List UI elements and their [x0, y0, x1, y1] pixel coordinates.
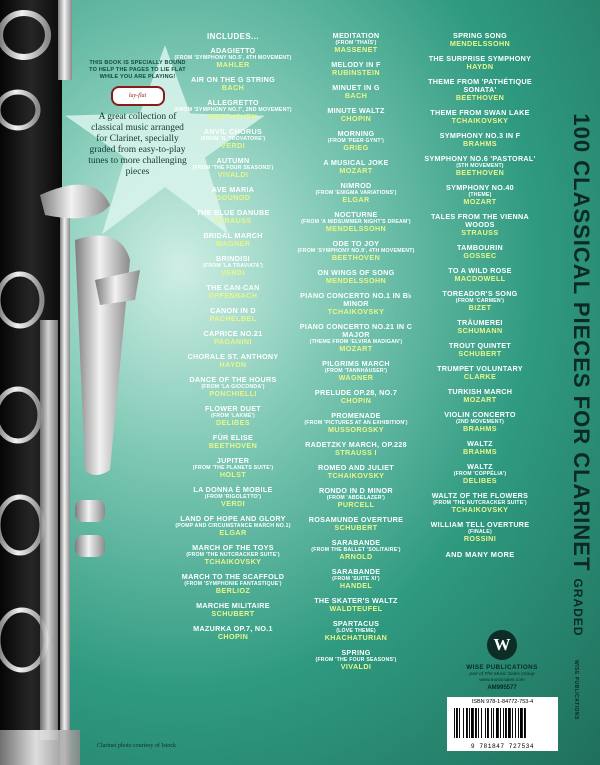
piece-title: A MUSICAL JOKE — [323, 158, 389, 167]
piece-composer: MOZART — [339, 166, 373, 175]
piece-entry — [173, 307, 293, 323]
piece-composer: OFFENBACH — [208, 291, 258, 300]
description: A great collection of classical music arranged for Clarinet, specially graded from easy-to-play tunes to more challenging pieces — [88, 112, 187, 177]
piece-subtitle: (FROM 'LA GIOCONDA') — [201, 384, 265, 390]
piece-title: LAND OF HOPE AND GLORY — [180, 514, 286, 523]
piece-title: WALTZ — [467, 462, 493, 471]
piece-title: TROUT QUINTET — [448, 341, 512, 350]
piece-title: PRELUDE OP.28, NO.7 — [314, 388, 398, 397]
piece-composer: TCHAIKOVSKY — [327, 471, 385, 480]
piece-entry — [173, 625, 293, 641]
publisher-url: www.musicsales.com — [479, 678, 525, 683]
piece-title: THE SKATER'S WALTZ — [314, 596, 398, 605]
piece-title: BRIDAL MARCH — [203, 231, 263, 240]
piece-entry — [296, 568, 416, 590]
piece-composer: VERDI — [221, 141, 245, 150]
piece-composer: TCHAIKOVSKY — [451, 116, 509, 125]
piece-entry — [173, 353, 293, 369]
piece-title: DANCE OF THE HOURS — [189, 375, 277, 384]
piece-entry — [296, 412, 416, 434]
piece-title: RADETZKY MARCH, OP.228 — [305, 440, 407, 449]
piece-composer: BRAHMS — [463, 424, 497, 433]
spine-graded: GRADED — [571, 578, 585, 637]
piece-composer: TCHAIKOVSKY — [327, 307, 385, 316]
piece-composer: WAGNER — [215, 239, 251, 248]
isbn: ISBN 978-1-84772-753-4 — [471, 699, 534, 705]
piece-subtitle: (FROM THE BALLET 'SOLITAIRE') — [311, 547, 401, 553]
piece-title: THEME FROM 'PATHÉTIQUE SONATA' — [428, 77, 532, 94]
piece-entry — [296, 597, 416, 613]
piece-entry — [173, 99, 293, 121]
piece-entry — [173, 186, 293, 202]
piece-composer: ARNOLD — [339, 552, 373, 561]
piece-title: CHORALE ST. ANTHONY — [187, 352, 279, 361]
piece-title: ANVIL CHORUS — [203, 127, 263, 136]
piece-composer: MOZART — [463, 197, 497, 206]
piece-composer: HAYDN — [219, 360, 247, 369]
piece-composer: PAGANINI — [214, 337, 252, 346]
piece-title: SYMPHONY NO.3 IN F — [439, 131, 521, 140]
piece-subtitle: (FROM 'THE PLANETS SUITE') — [192, 465, 274, 471]
piece-entry — [296, 389, 416, 405]
piece-entry — [420, 342, 540, 358]
piece-entry — [420, 388, 540, 404]
piece-composer: BEETHOVEN — [455, 93, 505, 102]
piece-entry — [296, 323, 416, 353]
piece-entry — [173, 330, 293, 346]
piece-entry — [296, 360, 416, 382]
piece-composer: BACH — [344, 91, 368, 100]
piece-composer: SCHUMANN — [457, 326, 503, 335]
piece-subtitle: (FROM 'SUITE XI') — [332, 576, 380, 582]
piece-composer: HAYDN — [466, 62, 494, 71]
piece-subtitle: (FROM 'THE FOUR SEASONS') — [315, 657, 397, 663]
piece-composer: STRAUSS — [214, 216, 252, 225]
piece-subtitle: (FROM 'LAKMÉ') — [211, 413, 255, 419]
piece-composer: CLARKE — [463, 372, 497, 381]
piece-title: LA DONNA È MOBILE — [193, 485, 273, 494]
ean-number: 9 781847 727534 — [470, 743, 535, 750]
piece-entry — [296, 211, 416, 233]
piece-entry — [420, 521, 540, 543]
piece-title: ODE TO JOY — [332, 239, 380, 248]
lay-flat-badge: lay-flat — [111, 86, 165, 106]
piece-title: AIR ON THE G STRING — [191, 75, 275, 84]
piece-title: TALES FROM THE VIENNA WOODS — [430, 212, 529, 229]
photo-credit: Clarinet photo courtesy of Istock — [97, 743, 176, 749]
piece-entry — [173, 255, 293, 277]
piece-title: RONDO IN D MINOR — [319, 486, 393, 495]
piece-composer: ELGAR — [342, 195, 370, 204]
piece-entry — [420, 365, 540, 381]
piece-entry — [173, 76, 293, 92]
includes-heading: INCLUDES... — [207, 32, 259, 41]
piece-composer: STRAUSS I — [335, 448, 377, 457]
piece-composer: ELGAR — [219, 528, 247, 537]
piece-title: MELODY IN F — [331, 60, 381, 69]
piece-subtitle: (FROM 'SYMPHONY NO.7', 2ND MOVEMENT) — [174, 107, 292, 113]
piece-entry — [296, 130, 416, 152]
piece-title: SPARTACUS — [332, 619, 380, 628]
piece-title: ROSAMUNDE OVERTURE — [308, 515, 404, 524]
piece-composer: KHACHATURIAN — [324, 633, 388, 642]
contents-column-1 — [173, 32, 293, 648]
piece-entry — [173, 284, 293, 300]
piece-entry — [420, 319, 540, 335]
piece-subtitle: (5TH MOVEMENT) — [456, 163, 504, 169]
piece-title: FÜR ELISE — [212, 433, 254, 442]
piece-composer: STRAUSS — [461, 228, 499, 237]
piece-title: VIOLIN CONCERTO — [444, 410, 516, 419]
piece-title: THE CAN-CAN — [206, 283, 260, 292]
piece-composer: VERDI — [221, 499, 245, 508]
piece-subtitle: (FROM 'RIGOLETTO') — [204, 494, 262, 500]
piece-composer: MOZART — [463, 395, 497, 404]
piece-composer: DELIBES — [463, 476, 497, 485]
piece-title: JUPITER — [216, 456, 250, 465]
piece-composer: BEETHOVEN — [208, 112, 258, 121]
piece-composer: GOSSEC — [463, 251, 497, 260]
piece-title: CANON IN D — [210, 306, 256, 315]
piece-entry — [173, 457, 293, 479]
piece-entry — [296, 620, 416, 642]
piece-composer: BEETHOVEN — [455, 168, 505, 177]
piece-composer: CHOPIN — [217, 632, 249, 641]
piece-entry — [296, 464, 416, 480]
piece-entry — [420, 463, 540, 485]
piece-title: MINUTE WALTZ — [327, 106, 385, 115]
piece-composer: MENDELSSOHN — [325, 276, 387, 285]
piece-entry — [420, 440, 540, 456]
piece-entry — [420, 155, 540, 177]
piece-entry — [420, 132, 540, 148]
piece-title: MARCHE MILITAIRE — [196, 601, 270, 610]
piece-subtitle: (THEME) — [468, 192, 492, 198]
piece-title: TRÄUMEREI — [457, 318, 503, 327]
piece-subtitle: (THEME FROM 'ELVIRA MADIGAN') — [309, 339, 403, 345]
piece-subtitle: (FROM 'SYMPHONY NO.9', 4TH MOVEMENT) — [297, 248, 415, 254]
piece-title: PILGRIMS MARCH — [322, 359, 390, 368]
piece-title: PIANO CONCERTO NO.21 IN C MAJOR — [299, 322, 413, 339]
piece-composer: VERDI — [221, 268, 245, 277]
piece-title: SYMPHONY NO.6 'PASTORAL' — [424, 154, 536, 163]
piece-composer: MACDOWELL — [454, 274, 506, 283]
piece-title: AUTUMN — [216, 156, 250, 165]
piece-entry — [296, 649, 416, 671]
piece-title: ADAGIETTO — [210, 46, 256, 55]
barcode — [447, 697, 558, 751]
piece-entry — [296, 516, 416, 532]
piece-entry — [420, 213, 540, 237]
piece-composer: HANDEL — [339, 581, 373, 590]
piece-subtitle: (FROM 'LA TRAVIATA') — [203, 263, 263, 269]
piece-entry — [296, 84, 416, 100]
piece-entry — [296, 107, 416, 123]
piece-entry — [420, 32, 540, 48]
piece-subtitle: (FROM 'PEER GYNT') — [327, 138, 385, 144]
piece-composer: BEETHOVEN — [208, 441, 258, 450]
piece-composer: HOLST — [219, 470, 247, 479]
piece-entry — [296, 240, 416, 262]
piece-entry — [420, 267, 540, 283]
piece-title: SYMPHONY NO.40 — [446, 183, 514, 192]
piece-composer: VIVALDI — [217, 170, 249, 179]
piece-composer: PACHELBEL — [209, 314, 257, 323]
piece-title: PROMENADE — [331, 411, 381, 420]
spine-title — [568, 113, 594, 636]
piece-composer: MENDELSSOHN — [449, 39, 511, 48]
piece-composer: MUSSORGSKY — [328, 425, 384, 434]
piece-title: WILLIAM TELL OVERTURE — [430, 520, 530, 529]
piece-composer: MAHLER — [216, 60, 250, 69]
piece-title: PIANO CONCERTO NO.1 IN B♭ MINOR — [300, 291, 412, 308]
piece-entry — [420, 55, 540, 71]
piece-entry — [296, 539, 416, 561]
piece-title: TRUMPET VOLUNTARY — [437, 364, 523, 373]
piece-title: TO A WILD ROSE — [448, 266, 512, 275]
piece-entry — [173, 515, 293, 537]
piece-composer: ROSSINI — [463, 534, 497, 543]
piece-title: NIMROD — [340, 181, 372, 190]
piece-subtitle: (FROM 'CARMEN') — [455, 298, 505, 304]
publisher-group: part of The Music Sales Group — [469, 672, 535, 677]
piece-composer: BACH — [221, 83, 245, 92]
piece-title: THE BLUE DANUBE — [196, 208, 270, 217]
piece-composer: SCHUBERT — [334, 523, 378, 532]
piece-title: TOREADOR'S SONG — [442, 289, 518, 298]
piece-title: SPRING SONG — [452, 31, 508, 40]
piece-title: MARCH TO THE SCAFFOLD — [181, 572, 285, 581]
piece-composer: BERLIOZ — [215, 586, 251, 595]
piece-composer: BRAHMS — [463, 447, 497, 456]
piece-title: MINUET IN G — [332, 83, 380, 92]
and-many-more: AND MANY MORE — [445, 550, 515, 559]
piece-title: SARABANDE — [331, 538, 381, 547]
piece-entry — [173, 232, 293, 248]
piece-title: CAPRICE NO.21 — [203, 329, 263, 338]
piece-entry — [420, 290, 540, 312]
piece-title: NOCTURNE — [334, 210, 378, 219]
piece-subtitle: (FROM 'THAÏS') — [335, 40, 377, 46]
piece-subtitle: (FROM 'THE NUTCRACKER SUITE') — [186, 552, 280, 558]
publisher-block — [447, 630, 557, 691]
piece-title: SARABANDE — [331, 567, 381, 576]
piece-title: WALTZ OF THE FLOWERS — [431, 491, 529, 500]
piece-entry — [420, 411, 540, 433]
piece-title: ON WINGS OF SONG — [317, 268, 395, 277]
piece-subtitle: (FINALE) — [468, 529, 492, 535]
piece-title: TAMBOURIN — [456, 243, 504, 252]
piece-entry — [173, 157, 293, 179]
piece-composer: CHOPIN — [340, 114, 372, 123]
piece-entry — [173, 573, 293, 595]
piece-composer: TCHAIKOVSKY — [451, 505, 509, 514]
spine — [566, 95, 596, 655]
piece-subtitle: (FROM 'IL TROVATORE') — [200, 136, 266, 142]
piece-composer: MASSENET — [334, 45, 378, 54]
piece-composer: MOZART — [339, 344, 373, 353]
piece-composer: RUBINSTEIN — [332, 68, 380, 77]
piece-title: ALLEGRETTO — [207, 98, 259, 107]
publisher-name: WISE PUBLICATIONS — [466, 664, 538, 671]
piece-entry — [296, 182, 416, 204]
piece-subtitle: (FROM 'THE FOUR SEASONS') — [192, 165, 274, 171]
barcode-bars — [454, 708, 551, 741]
piece-entry — [296, 292, 416, 316]
piece-entry — [420, 492, 540, 514]
piece-entry — [173, 544, 293, 566]
piece-entry — [173, 405, 293, 427]
piece-entry — [296, 487, 416, 509]
piece-title: MARCH OF THE TOYS — [192, 543, 274, 552]
piece-title: BRINDISI — [216, 254, 250, 263]
piece-composer: SCHUBERT — [458, 349, 502, 358]
piece-composer: BIZET — [468, 303, 492, 312]
piece-composer: PURCELL — [337, 500, 375, 509]
piece-subtitle: (FROM 'SYMPHONIE FANTASTIQUE') — [184, 581, 282, 587]
publisher-logo: W — [487, 630, 517, 660]
piece-title: MORNING — [337, 129, 375, 138]
piece-composer: WALDTEUFEL — [329, 604, 383, 613]
piece-composer: BEETHOVEN — [331, 253, 381, 262]
piece-subtitle: (POMP AND CIRCUMSTANCE MARCH NO.1) — [175, 523, 291, 529]
piece-entry — [420, 78, 540, 102]
piece-composer: PONCHIELLI — [209, 389, 257, 398]
piece-entry — [296, 441, 416, 457]
piece-composer: SCHUBERT — [211, 609, 255, 618]
piece-entry — [173, 47, 293, 69]
piece-entry — [173, 376, 293, 398]
piece-entry — [420, 184, 540, 206]
bound-note: THIS BOOK IS SPECIALLY BOUND TO HELP THE PAGES TO LIE FLAT WHILE YOU ARE PLAYING! — [89, 60, 186, 80]
piece-title: MEDITATION — [332, 31, 380, 40]
piece-entry — [173, 434, 293, 450]
piece-entry — [173, 128, 293, 150]
order-number: AM995577 — [487, 685, 517, 691]
piece-entry — [296, 61, 416, 77]
piece-subtitle: (FROM 'THE NUTCRACKER SUITE') — [433, 500, 527, 506]
piece-entry — [296, 159, 416, 175]
piece-subtitle: (FROM 'ENIGMA VARIATIONS') — [315, 190, 397, 196]
piece-entry — [420, 244, 540, 260]
spine-publisher: WISE PUBLICATIONS — [573, 660, 579, 720]
piece-title: MAZURKA OP.7, NO.1 — [193, 624, 273, 633]
piece-title: ROMEO AND JULIET — [317, 463, 394, 472]
piece-composer: BRAHMS — [463, 139, 497, 148]
piece-title: THEME FROM SWAN LAKE — [430, 108, 530, 117]
piece-composer: TCHAIKOVSKY — [204, 557, 262, 566]
piece-entry — [173, 486, 293, 508]
piece-title: FLOWER DUET — [204, 404, 261, 413]
contents-column-2 — [296, 32, 416, 678]
piece-composer: CHOPIN — [340, 396, 372, 405]
piece-subtitle: (FROM 'COPPÉLIA') — [453, 471, 507, 477]
contents-column-3 — [420, 32, 540, 559]
piece-title: AVE MARIA — [211, 185, 255, 194]
piece-subtitle: (LOVE THEME) — [336, 628, 376, 634]
piece-entry — [173, 602, 293, 618]
piece-entry — [296, 269, 416, 285]
piece-composer: DELIBES — [216, 418, 250, 427]
piece-subtitle: (FROM 'A MIDSUMMER NIGHT'S DREAM') — [301, 219, 411, 225]
piece-subtitle: (2ND MOVEMENT) — [455, 419, 505, 425]
piece-title: WALTZ — [467, 439, 493, 448]
piece-title: TURKISH MARCH — [447, 387, 513, 396]
piece-composer: WAGNER — [338, 373, 374, 382]
piece-composer: GRIEG — [343, 143, 369, 152]
piece-entry — [296, 32, 416, 54]
piece-subtitle: (FROM 'SYMPHONY NO.5', 4TH MOVEMENT) — [174, 55, 292, 61]
piece-entry — [173, 209, 293, 225]
spine-title-text: 100 CLASSICAL PIECES FOR CLARINET — [569, 113, 594, 572]
piece-composer: MENDELSSOHN — [325, 224, 387, 233]
piece-title: SPRING — [341, 648, 371, 657]
piece-composer: VIVALDI — [340, 662, 372, 671]
piece-entry — [420, 109, 540, 125]
piece-subtitle: (FROM 'TANNHÄUSER') — [324, 368, 388, 374]
piece-title: THE SURPRISE SYMPHONY — [428, 54, 532, 63]
piece-composer: GOUNOD — [215, 193, 251, 202]
piece-subtitle: (FROM 'PICTURES AT AN EXHIBITION') — [304, 420, 408, 426]
piece-subtitle: (FROM 'ABDELAZER') — [326, 495, 386, 501]
